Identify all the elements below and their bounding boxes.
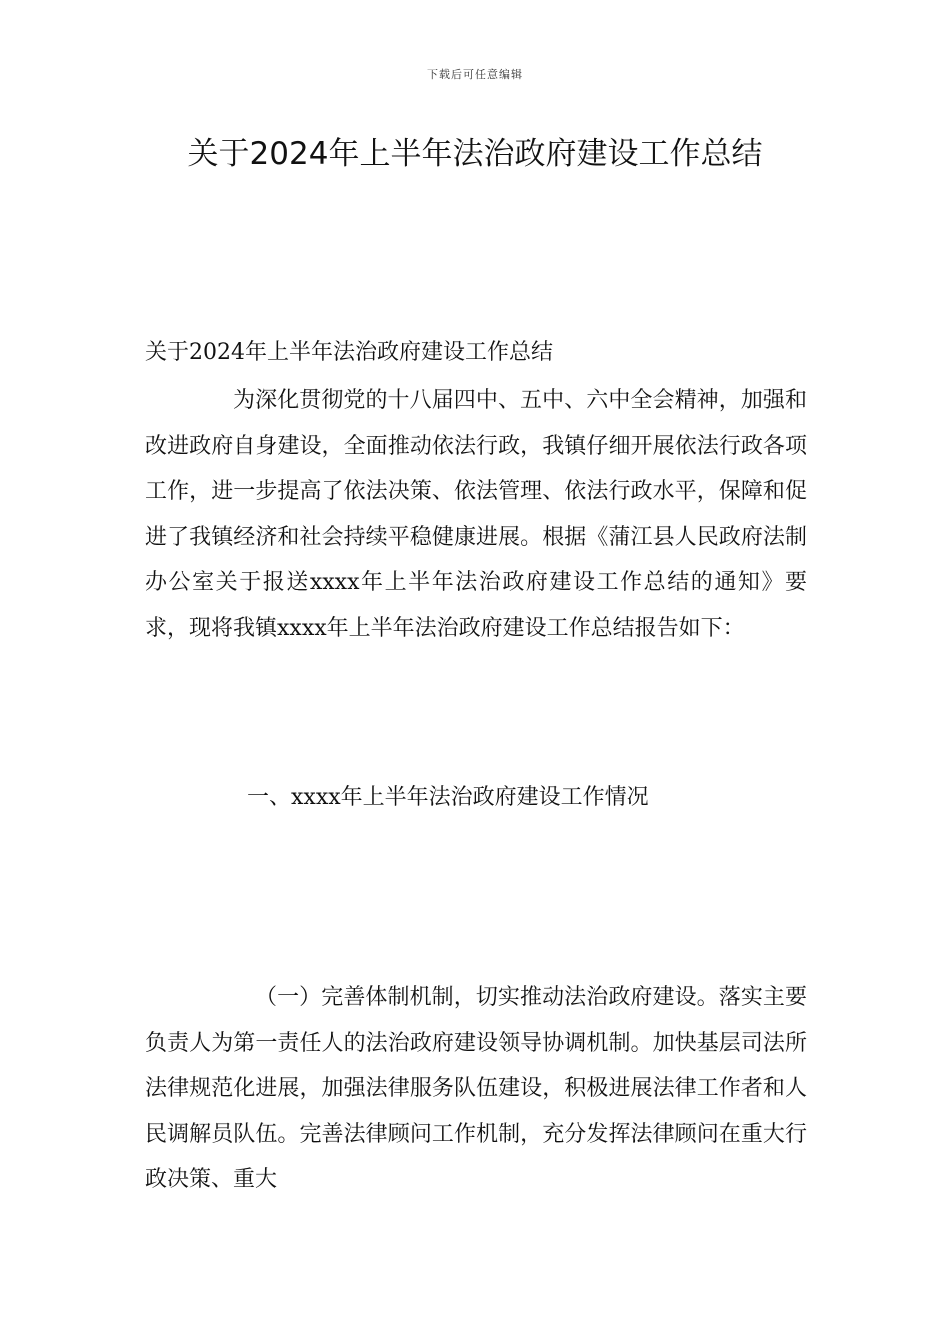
- section-heading: 一、xxxx年上半年法治政府建设工作情况: [247, 785, 649, 810]
- page-header-note: 下载后可任意编辑: [427, 68, 523, 81]
- document-title: 关于2024年上半年法治政府建设工作总结: [187, 136, 763, 172]
- intro-paragraph: 为深化贯彻党的十八届四中、五中、六中全会精神，加强和改进政府自身建设，全面推动依法行政，我镇仔细开展依法行政各项工作，进一步提高了依法决策、依法管理、依法行政水平，保障和促进了我镇经济和社会持续平稳健康进展。根据《蒲江县人民政府法制办公室关于报送xxxx年上半年法治政府建设工作总结的通知》要求，现将我镇xxxx年上半年法治政府建设工作总结报告如下：: [145, 388, 807, 641]
- document-subtitle: 关于2024年上半年法治政府建设工作总结: [145, 340, 553, 365]
- body-paragraph: （一）完善体制机制，切实推动法治政府建设。落实主要负责人为第一责任人的法治政府建设领导协调机制。加快基层司法所法律规范化进展，加强法律服务队伍建设，积极进展法律工作者和人民调解员队伍。完善法律顾问工作机制，充分发挥法律顾问在重大行政决策、重大: [145, 985, 807, 1192]
